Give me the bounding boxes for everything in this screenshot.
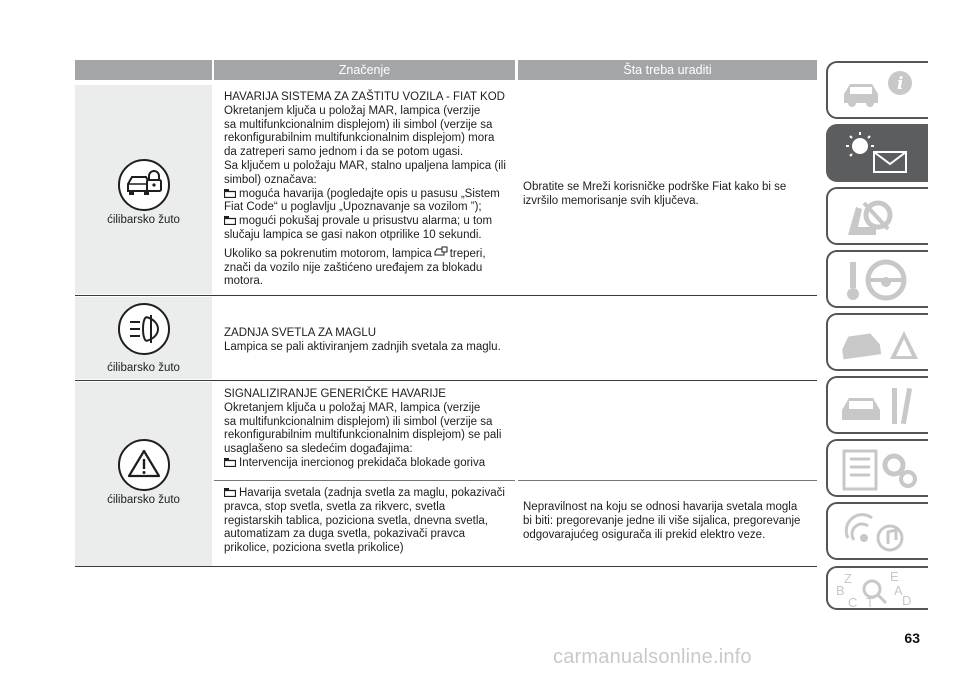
bullet-text: moguća havarija (pogledajte opis u pasusu „Sistem [239, 187, 500, 200]
text-line: znači da vozilo nije zaštićeno uređajem za blokadu [224, 261, 483, 274]
text-line: Nepravilnost na koju se odnosi havarija svetala mogla [523, 501, 798, 513]
index-letter: T [866, 595, 874, 609]
multimedia-icon [834, 508, 924, 556]
text-line: HAVARIJA SISTEMA ZA ZAŠTITU VOZILA - FIAT KOD [224, 91, 505, 103]
tab-maintenance[interactable] [826, 376, 928, 434]
alphabetical-index-icon [834, 569, 924, 609]
bullet-square-icon [224, 458, 236, 467]
rear-fog-light-icon [117, 302, 171, 356]
row-separator [75, 295, 817, 296]
index-letter: E [890, 569, 899, 584]
text-line: automatizam za duga svetla, pokazivači pravca [224, 528, 465, 541]
text-line: SIGNALIZIRANJE GENERIČKE HAVARIJE [224, 388, 446, 400]
meaning-text-row2 [224, 327, 518, 355]
text-line: Okretanjem ključa u položaj MAR, lampica (verzije [224, 104, 481, 117]
text-line: Okretanjem ključa u položaj MAR, lampica (verzije [224, 401, 481, 414]
bullet-text: Havarija svetala (zadnja svetla za maglu, pokazivači [239, 487, 505, 499]
header-cell-icon [75, 60, 212, 80]
text-line: registarskih tablica, poziciona svetla, dnevna svetla, [224, 514, 489, 527]
bullet-item [224, 457, 518, 471]
index-letter: D [902, 593, 912, 608]
watermark: carmanualsonline.info [553, 646, 752, 668]
text-line: da zatreperi samo jednom i da se potom ugasi. [224, 146, 464, 159]
car-lock-small-icon [434, 246, 448, 258]
bullet-item [224, 188, 518, 202]
airbag-seat-icon [834, 193, 924, 241]
color-label: ćilibarsko žuto [107, 214, 180, 226]
text-line: prikolice, poziciona svetla prikolice) [224, 542, 404, 555]
text-line: rekonfigurabilnim multifunkcionalnim displejom) mora [224, 132, 495, 145]
text-line: Lampica se pali aktiviranjem zadnjih svetala za maglu. [224, 340, 501, 353]
car-breakdown-icon [834, 319, 924, 367]
text-line: izvršilo memorisanje svih ključeva. [523, 194, 699, 207]
text-line: Sa ključem u položaju MAR, stalno upaljena lampica (ili [224, 159, 506, 172]
index-letter: A [894, 583, 903, 598]
tab-index[interactable] [826, 566, 928, 610]
text-line: Obratite se Mreži korisničke podrške Fiat kako bi se [523, 181, 787, 193]
specs-gears-icon [834, 445, 924, 493]
bullet-item [224, 487, 518, 501]
bullet-square-icon [224, 488, 236, 497]
bullet-square-icon [224, 216, 236, 225]
bullet-text: Intervencija inercionog prekidača blokade goriva [239, 456, 486, 469]
text-line: usaglašeno sa sledećim događajima: [224, 443, 413, 456]
car-tools-icon [834, 382, 924, 430]
index-letter: Z [844, 571, 852, 586]
car-lock-icon [117, 158, 171, 212]
row-separator [75, 380, 817, 381]
bullet-item [224, 215, 518, 229]
header-cell-action: Šta treba uraditi [518, 60, 817, 80]
text-line: pravca, stop svetla, svetla za rikverc, svetla [224, 500, 446, 513]
meaning-text-row3 [224, 388, 518, 471]
text-fragment: Ukoliko sa pokrenutim motorom, lampica [224, 247, 432, 260]
text-fragment: treperi, [449, 247, 486, 260]
tab-emergency[interactable] [826, 313, 928, 371]
text-line: motora. [224, 275, 263, 288]
meaning-text-row1 [224, 91, 518, 289]
color-label: ćilibarsko žuto [107, 494, 180, 506]
tab-starting-driving[interactable] [826, 250, 928, 308]
text-line: ZADNJA SVETLA ZA MAGLU [224, 327, 377, 339]
tab-warning-lights[interactable] [826, 124, 928, 182]
tab-car-info[interactable] [826, 61, 928, 119]
text-line: odgovarajućeg osigurača ili prekid elektro veze. [523, 528, 766, 541]
text-line: bi biti: pregorevanje jedne ili više sijalica, pregorevanje [523, 514, 801, 527]
page-number: 63 [904, 630, 920, 646]
inner-separator [214, 480, 515, 481]
text-line: rekonfigurabilnim multifunkcionalnim displejom) se pali [224, 429, 502, 442]
bullet-square-icon [224, 189, 236, 198]
svg-text:i: i [897, 74, 904, 94]
warning-triangle-icon [117, 438, 171, 492]
index-letter: B [836, 583, 845, 598]
tab-safety[interactable] [826, 187, 928, 245]
color-label: ćilibarsko žuto [107, 362, 180, 374]
action-text-row3 [523, 501, 813, 542]
bullet-text: mogući pokušaj provale u prisustvu alarma; u tom [239, 215, 493, 228]
text-line: slučaju lampica se gasi nakon otprilike 10 sekundi. [224, 228, 482, 241]
tab-multimedia[interactable] [826, 502, 928, 560]
header-cell-meaning: Značenje [214, 60, 515, 80]
text-line: Fiat Code“ u poglavlju „Upoznavanje sa vozilom ”); [224, 201, 482, 214]
text-line: sa multifunkcionalnim displejom) ili simbol (verzije sa [224, 415, 493, 428]
row-separator [75, 566, 817, 567]
inner-separator [518, 480, 817, 481]
tab-technical-data[interactable] [826, 439, 928, 497]
car-info-icon [834, 67, 924, 115]
text-line: sa multifunkcionalnim displejom) ili simbol (verzije sa [224, 118, 493, 131]
action-text-row1 [523, 181, 813, 209]
meaning-text-row3b [224, 487, 518, 556]
text-line: simbol) označava: [224, 173, 317, 186]
key-steering-wheel-icon [834, 256, 924, 304]
index-letter: C [848, 595, 858, 609]
warning-light-message-icon [834, 130, 924, 178]
text-line [224, 246, 518, 262]
